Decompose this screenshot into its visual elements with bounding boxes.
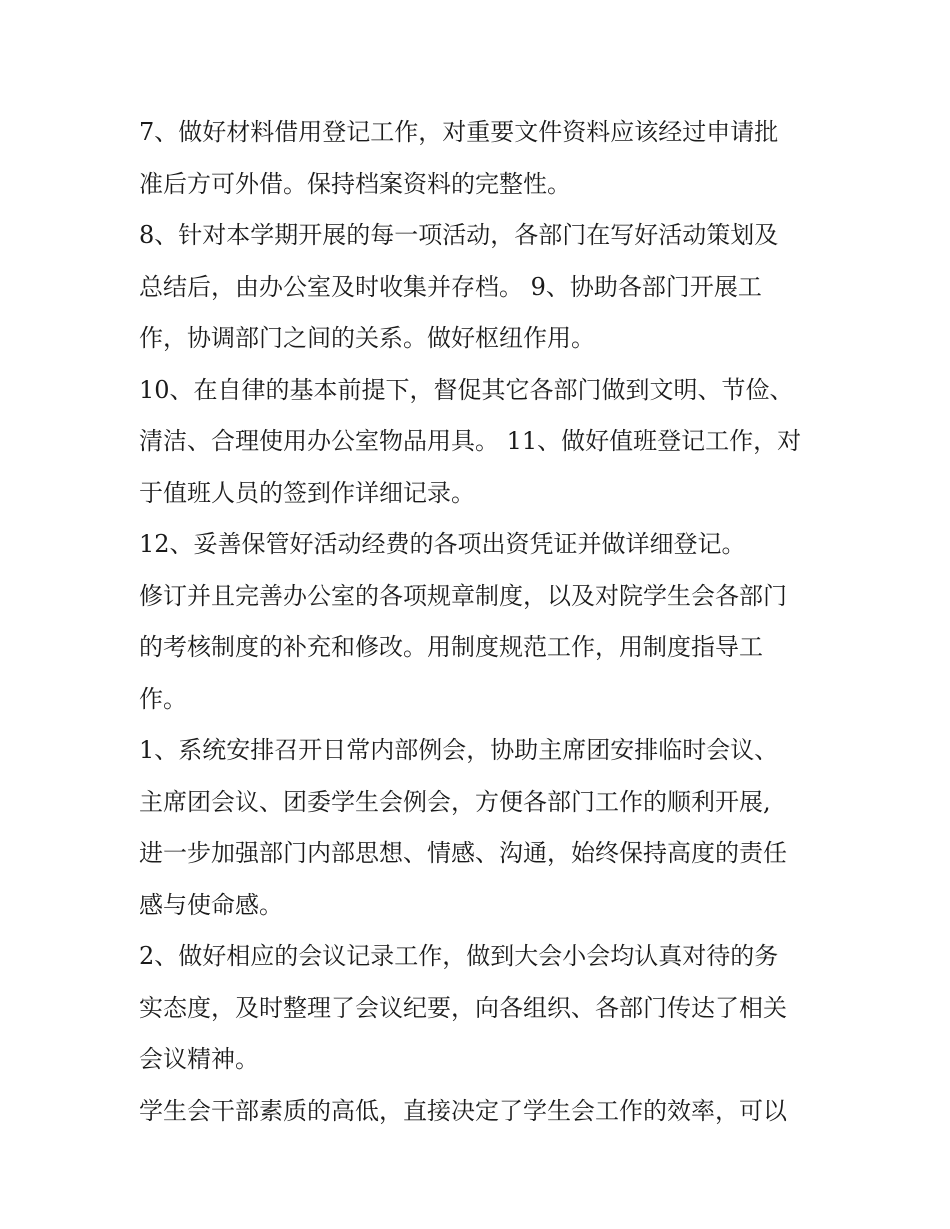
text-line: 会议精神。 <box>139 1045 259 1073</box>
text-line: 进一步加强部门内部思想、情感、沟通，始终保持高度的责任 <box>139 839 787 867</box>
paragraph-item-8-9 <box>139 210 819 365</box>
text-line: 准后方可外借。保持档案资料的完整性。 <box>139 169 571 198</box>
text-line: 2、做好相应的会议记录工作，做到大会小会均认真对待的务 <box>139 942 779 970</box>
text-line: 学生会干部素质的高低，直接决定了学生会工作的效率，可以 <box>139 1096 787 1125</box>
paragraph-item-7 <box>139 107 819 210</box>
text-line: 清洁、合理使用办公室物品用具。 11、做好值班登记工作，对 <box>139 427 802 455</box>
text-line: 10、在自律的基本前提下，督促其它各部门做到文明、节俭、 <box>139 375 794 404</box>
paragraph-meeting-1 <box>139 725 819 931</box>
paragraph-item-12 <box>139 519 819 571</box>
text-line: 8、针对本学期开展的每一项活动，各部门在写好活动策划及 <box>139 221 779 249</box>
document-body <box>139 107 819 1137</box>
text-line: 的考核制度的补充和修改。用制度规范工作，用制度指导工 <box>139 633 763 661</box>
text-line: 7、做好材料借用登记工作，对重要文件资料应该经过申请批 <box>139 118 779 146</box>
text-line: 作。 <box>139 684 187 713</box>
paragraph-meeting-2 <box>139 931 819 1086</box>
text-line: 12、妥善保管好活动经费的各项出资凭证并做详细登记。 <box>139 530 746 558</box>
text-line: 修订并且完善办公室的各项规章制度，以及对院学生会各部门 <box>139 581 787 610</box>
text-line: 总结后，由办公室及时收集并存档。 9、协助各部门开展工 <box>139 272 762 301</box>
text-line: 1、系统安排召开日常内部例会，协助主席团安排临时会议、 <box>139 736 779 764</box>
text-line: 实态度，及时整理了会议纪要，向各组织、各部门传达了相关 <box>139 993 787 1022</box>
paragraph-regulations <box>139 571 819 726</box>
text-line: 感与使命感。 <box>139 890 283 919</box>
paragraph-item-10-11 <box>139 365 819 520</box>
text-line: 作，协调部门之间的关系。做好枢纽作用。 <box>139 324 595 352</box>
paragraph-cadre-quality <box>139 1086 819 1138</box>
text-line: 主席团会议、团委学生会例会，方便各部门工作的顺利开展, <box>139 787 771 816</box>
text-line: 于值班人员的签到作详细记录。 <box>139 478 475 507</box>
